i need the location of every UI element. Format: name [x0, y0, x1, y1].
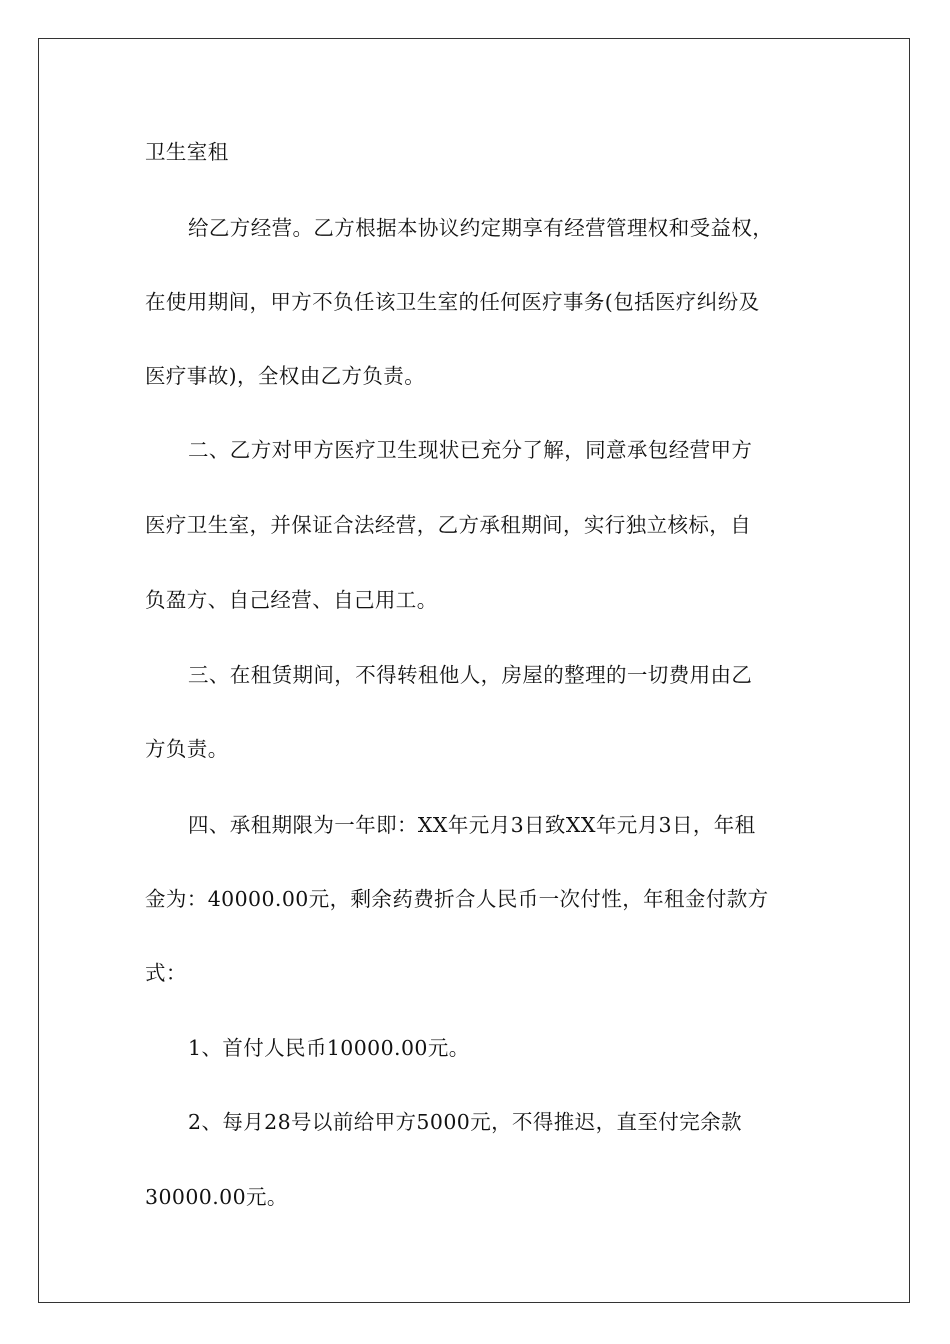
- text-line: 负盈方、自己经营、自己用工。: [145, 588, 438, 612]
- text-line: 方负责。: [145, 737, 229, 761]
- text-line: 医疗卫生室，并保证合法经营，乙方承租期间，实行独立核标，自: [145, 513, 752, 537]
- text-line: 1、首付人民币10000.00元。: [188, 1036, 470, 1060]
- heading-fragment: 卫生室租: [145, 140, 229, 164]
- text-line: 在使用期间，甲方不负任该卫生室的任何医疗事务(包括医疗纠纷及: [145, 290, 760, 314]
- text-line: 式：: [145, 961, 187, 985]
- text-line: 30000.00元。: [145, 1185, 288, 1209]
- text-line: 2、每月28号以前给甲方5000元，不得推迟，直至付完余款: [188, 1110, 742, 1134]
- text-line: 三、在租赁期间，不得转租他人，房屋的整理的一切费用由乙: [188, 663, 753, 687]
- text-line: 二、乙方对甲方医疗卫生现状已充分了解，同意承包经营甲方: [188, 438, 753, 462]
- text-line: 四、承租期限为一年即：XX年元月3日致XX年元月3日，年租: [188, 813, 756, 837]
- text-line: 给乙方经营。乙方根据本协议约定期享有经营管理权和受益权，: [188, 216, 774, 240]
- text-line: 医疗事故)，全权由乙方负责。: [145, 364, 426, 388]
- text-line: 金为：40000.00元，剩余药费折合人民币一次付性，年租金付款方: [145, 887, 769, 911]
